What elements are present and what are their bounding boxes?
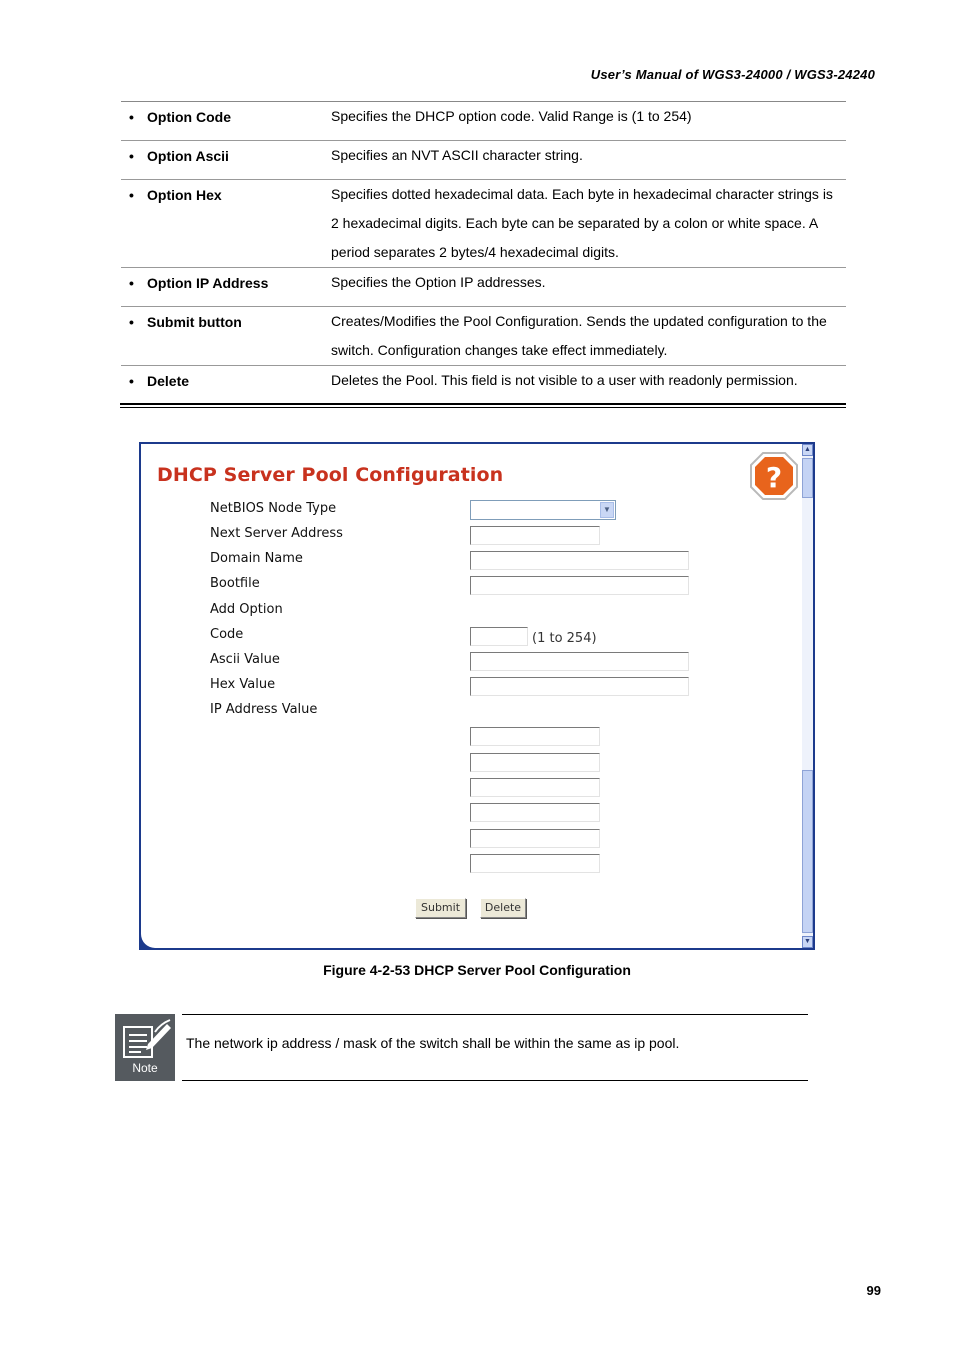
ip-address-input-2[interactable] [470,753,600,772]
param-desc: Specifies the Option IP addresses. [331,274,546,290]
running-header: User’s Manual of WGS3-24000 / WGS3-24240 [590,67,875,82]
param-desc: Creates/Modifies the Pool Configuration. Sends the updated configuration to the [331,313,827,329]
delete-button[interactable]: Delete [480,898,526,918]
code-input[interactable] [470,627,528,646]
add-option-label: Add Option [210,602,283,617]
code-range-hint: (1 to 254) [532,631,597,646]
param-desc: Specifies the DHCP option code. Valid Range is (1 to 254) [331,108,692,124]
code-label: Code [210,627,244,642]
param-name: Option Hex [147,187,222,203]
netbios-node-type-select[interactable] [470,500,616,520]
scroll-up-icon[interactable]: ▲ [802,444,813,456]
submit-button[interactable]: Submit [415,898,466,918]
hex-value-label: Hex Value [210,677,276,692]
table-bottom-rule [120,403,846,408]
ip-address-input-1[interactable] [470,727,600,746]
note-text: The network ip address / mask of the switch shall be within the same as ip pool. [186,1035,680,1051]
param-desc: Specifies dotted hexadecimal data. Each byte in hexadecimal character strings is [331,186,833,202]
table-row [121,180,846,268]
note-badge [115,1014,175,1081]
page-number: 99 [866,1283,881,1298]
parameter-table [121,101,846,404]
table-row [121,307,846,366]
scroll-down-icon[interactable]: ▼ [802,936,813,948]
note-bottom-rule [182,1080,808,1081]
netbios-node-type-label: NetBIOS Node Type [210,501,337,516]
bootfile-label: Bootfile [210,576,260,591]
note-pencil-icon [115,1014,175,1060]
table-row [121,268,846,307]
param-desc: Deletes the Pool. This field is not visible to a user with readonly permission. [331,372,798,388]
note-top-rule [182,1014,808,1015]
ip-address-input-3[interactable] [470,778,600,797]
param-name: Submit button [147,314,242,330]
bullet: • [129,275,134,291]
param-desc: switch. Configuration changes take effect immediately. [331,342,668,358]
config-panel [141,444,802,948]
hex-value-input[interactable] [470,677,689,696]
scrollbar-track-segment[interactable] [802,770,813,933]
ascii-value-input[interactable] [470,652,689,671]
bullet: • [129,187,134,203]
svg-text:?: ? [765,461,783,494]
domain-name-label: Domain Name [210,551,303,566]
param-name: Delete [147,373,190,389]
help-icon[interactable] [748,450,800,502]
param-desc: 2 hexadecimal digits. Each byte can be separated by a colon or white space. A [331,215,819,231]
ascii-value-label: Ascii Value [210,652,280,667]
table-row [121,141,846,180]
vertical-scrollbar[interactable] [802,444,813,948]
domain-name-input[interactable] [470,551,689,570]
ip-address-input-6[interactable] [470,854,600,873]
param-name: Option Code [147,109,231,125]
bullet: • [129,373,134,389]
figure-caption: Figure 4-2-53 DHCP Server Pool Configuration [323,962,631,978]
chevron-down-icon[interactable]: ▼ [600,502,614,518]
table-row [121,366,846,404]
ip-address-value-label: IP Address Value [210,702,318,717]
param-name: Option Ascii [147,148,229,164]
scrollbar-thumb[interactable] [802,458,813,498]
dhcp-pool-screenshot [139,442,815,950]
ip-address-input-4[interactable] [470,803,600,822]
page-title: DHCP Server Pool Configuration [157,464,504,486]
bullet: • [129,109,134,125]
param-desc: Specifies an NVT ASCII character string. [331,147,583,163]
bootfile-input[interactable] [470,576,689,595]
param-name: Option IP Address [147,275,269,291]
note-label: Note [132,1061,158,1075]
table-row [121,102,846,141]
param-desc: period separates 2 bytes/4 hexadecimal digits. [331,244,619,260]
bullet: • [129,148,134,164]
bullet: • [129,314,134,330]
next-server-address-label: Next Server Address [210,526,343,541]
ip-address-input-5[interactable] [470,829,600,848]
next-server-address-input[interactable] [470,526,600,545]
